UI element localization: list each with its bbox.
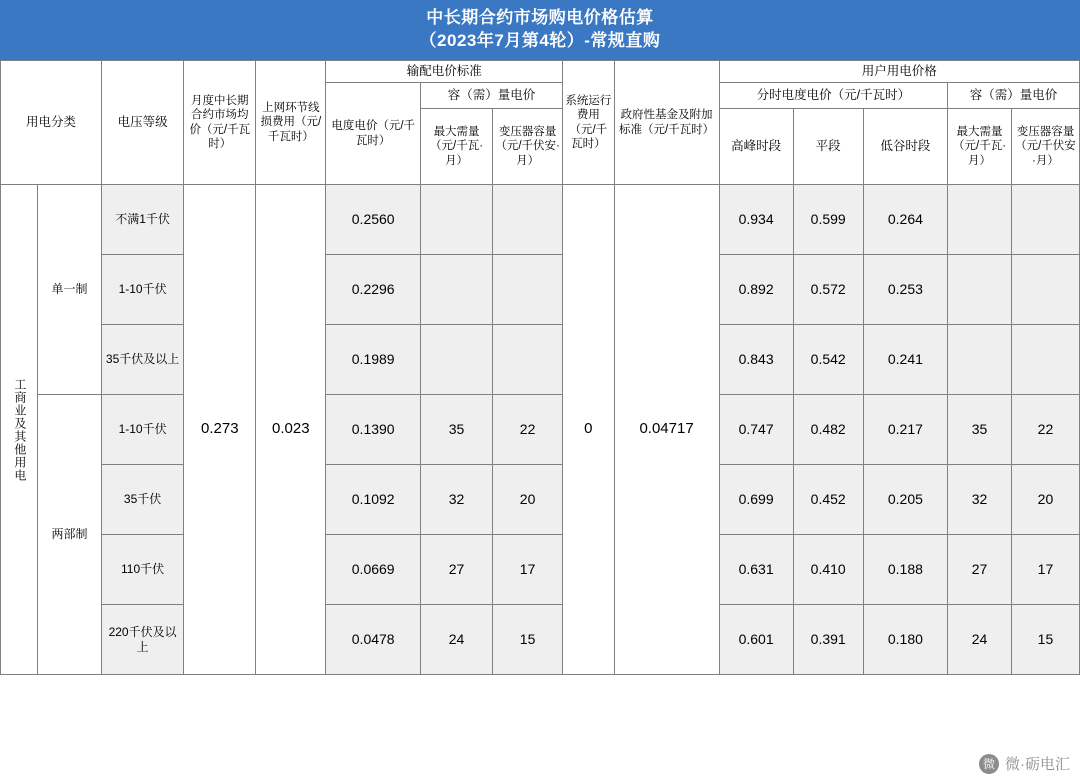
cell-user-transformer-capacity xyxy=(1011,255,1079,325)
cell-energy-price: 0.1390 xyxy=(326,395,421,465)
cell-flat: 0.482 xyxy=(793,395,863,465)
cell-max-demand xyxy=(421,185,493,255)
cell-energy-price: 0.0478 xyxy=(326,605,421,675)
cell-transformer-capacity: 17 xyxy=(493,535,563,605)
cell-valley: 0.241 xyxy=(863,325,947,395)
cell-peak: 0.934 xyxy=(719,185,793,255)
row-label-two-part-tariff: 两部制 xyxy=(38,395,102,675)
cell-voltage: 220千伏及以上 xyxy=(101,605,183,675)
header-gov-fund-surcharge: 政府性基金及附加标准（元/千瓦时） xyxy=(614,61,719,185)
cell-valley: 0.205 xyxy=(863,465,947,535)
cell-voltage: 不满1千伏 xyxy=(101,185,183,255)
cell-voltage: 35千伏 xyxy=(101,465,183,535)
cell-energy-price: 0.1092 xyxy=(326,465,421,535)
cell-flat: 0.391 xyxy=(793,605,863,675)
table-row xyxy=(1,465,1080,535)
cell-transformer-capacity xyxy=(493,325,563,395)
cell-voltage: 35千伏及以上 xyxy=(101,325,183,395)
header-usage-category: 用电分类 xyxy=(1,61,102,185)
cell-grid-loss-fee: 0.023 xyxy=(256,185,326,675)
cell-user-transformer-capacity: 17 xyxy=(1011,535,1079,605)
cell-max-demand: 27 xyxy=(421,535,493,605)
cell-user-transformer-capacity: 20 xyxy=(1011,465,1079,535)
table-row xyxy=(1,255,1080,325)
cell-system-operation-fee: 0 xyxy=(563,185,614,675)
cell-transformer-capacity xyxy=(493,185,563,255)
cell-user-max-demand: 32 xyxy=(948,465,1012,535)
cell-peak: 0.747 xyxy=(719,395,793,465)
cell-user-transformer-capacity: 22 xyxy=(1011,395,1079,465)
title-line-2: （2023年7月第4轮）-常规直购 xyxy=(419,31,661,50)
cell-energy-price: 0.2560 xyxy=(326,185,421,255)
cell-user-transformer-capacity xyxy=(1011,185,1079,255)
header-valley: 低谷时段 xyxy=(863,109,947,185)
cell-user-transformer-capacity xyxy=(1011,325,1079,395)
table-row xyxy=(1,185,1080,255)
header-transformer-capacity: 变压器容量（元/千伏安·月） xyxy=(493,109,563,185)
cell-max-demand: 35 xyxy=(421,395,493,465)
cell-valley: 0.188 xyxy=(863,535,947,605)
cell-valley: 0.180 xyxy=(863,605,947,675)
header-system-operation-fee: 系统运行费用（元/千瓦时） xyxy=(563,61,614,185)
cell-peak: 0.843 xyxy=(719,325,793,395)
cell-valley: 0.217 xyxy=(863,395,947,465)
cell-user-max-demand xyxy=(948,185,1012,255)
cell-transformer-capacity: 22 xyxy=(493,395,563,465)
header-monthly-avg: 月度中长期合约市场均价（元/千瓦时） xyxy=(184,61,256,185)
cell-voltage: 110千伏 xyxy=(101,535,183,605)
header-tou-group: 分时电度电价（元/千瓦时） xyxy=(719,83,948,109)
cell-flat: 0.452 xyxy=(793,465,863,535)
cell-energy-price: 0.0669 xyxy=(326,535,421,605)
cell-user-max-demand: 27 xyxy=(948,535,1012,605)
table-row xyxy=(1,395,1080,465)
cell-valley: 0.253 xyxy=(863,255,947,325)
cell-max-demand xyxy=(421,325,493,395)
cell-voltage: 1-10千伏 xyxy=(101,255,183,325)
cell-transformer-capacity xyxy=(493,255,563,325)
cell-energy-price: 0.2296 xyxy=(326,255,421,325)
cell-user-max-demand: 24 xyxy=(948,605,1012,675)
table-row xyxy=(1,535,1080,605)
watermark xyxy=(979,753,1070,774)
cell-peak: 0.699 xyxy=(719,465,793,535)
cell-gov-fund-surcharge: 0.04717 xyxy=(614,185,719,675)
cell-user-max-demand xyxy=(948,325,1012,395)
cell-peak: 0.631 xyxy=(719,535,793,605)
header-flat: 平段 xyxy=(793,109,863,185)
cell-monthly-avg: 0.273 xyxy=(184,185,256,675)
header-capacity-group: 容（需）量电价 xyxy=(421,83,563,109)
header-user-transformer-capacity: 变压器容量（元/千伏安·月） xyxy=(1011,109,1079,185)
header-peak: 高峰时段 xyxy=(719,109,793,185)
header-voltage-level: 电压等级 xyxy=(101,61,183,185)
row-label-category: 工商业及其他用电 xyxy=(1,185,38,675)
table-row xyxy=(1,325,1080,395)
cell-max-demand xyxy=(421,255,493,325)
header-energy-price: 电度电价（元/千瓦时） xyxy=(326,83,421,185)
cell-valley: 0.264 xyxy=(863,185,947,255)
cell-transformer-capacity: 15 xyxy=(493,605,563,675)
header-max-demand: 最大需量（元/千瓦·月） xyxy=(421,109,493,185)
header-user-capacity-group: 容（需）量电价 xyxy=(948,83,1080,109)
header-transmission-group: 输配电价标准 xyxy=(326,61,563,83)
page-title xyxy=(0,0,1080,60)
cell-flat: 0.410 xyxy=(793,535,863,605)
cell-peak: 0.601 xyxy=(719,605,793,675)
wechat-icon: 微 xyxy=(979,754,999,774)
header-user-price-group: 用户用电价格 xyxy=(719,61,1079,83)
cell-voltage: 1-10千伏 xyxy=(101,395,183,465)
title-line-1: 中长期合约市场购电价格估算 xyxy=(426,8,654,28)
header-user-max-demand: 最大需量（元/千瓦·月） xyxy=(948,109,1012,185)
cell-max-demand: 24 xyxy=(421,605,493,675)
cell-user-max-demand: 35 xyxy=(948,395,1012,465)
watermark-label: 微·砺电汇 xyxy=(1005,756,1070,773)
cell-energy-price: 0.1989 xyxy=(326,325,421,395)
table-row xyxy=(1,605,1080,675)
cell-max-demand: 32 xyxy=(421,465,493,535)
cell-user-max-demand xyxy=(948,255,1012,325)
row-label-single-tariff: 单一制 xyxy=(38,185,102,395)
price-table xyxy=(0,60,1080,675)
cell-transformer-capacity: 20 xyxy=(493,465,563,535)
header-grid-loss-fee: 上网环节线损费用（元/千瓦时） xyxy=(256,61,326,185)
cell-flat: 0.572 xyxy=(793,255,863,325)
cell-flat: 0.542 xyxy=(793,325,863,395)
cell-user-transformer-capacity: 15 xyxy=(1011,605,1079,675)
cell-peak: 0.892 xyxy=(719,255,793,325)
cell-flat: 0.599 xyxy=(793,185,863,255)
